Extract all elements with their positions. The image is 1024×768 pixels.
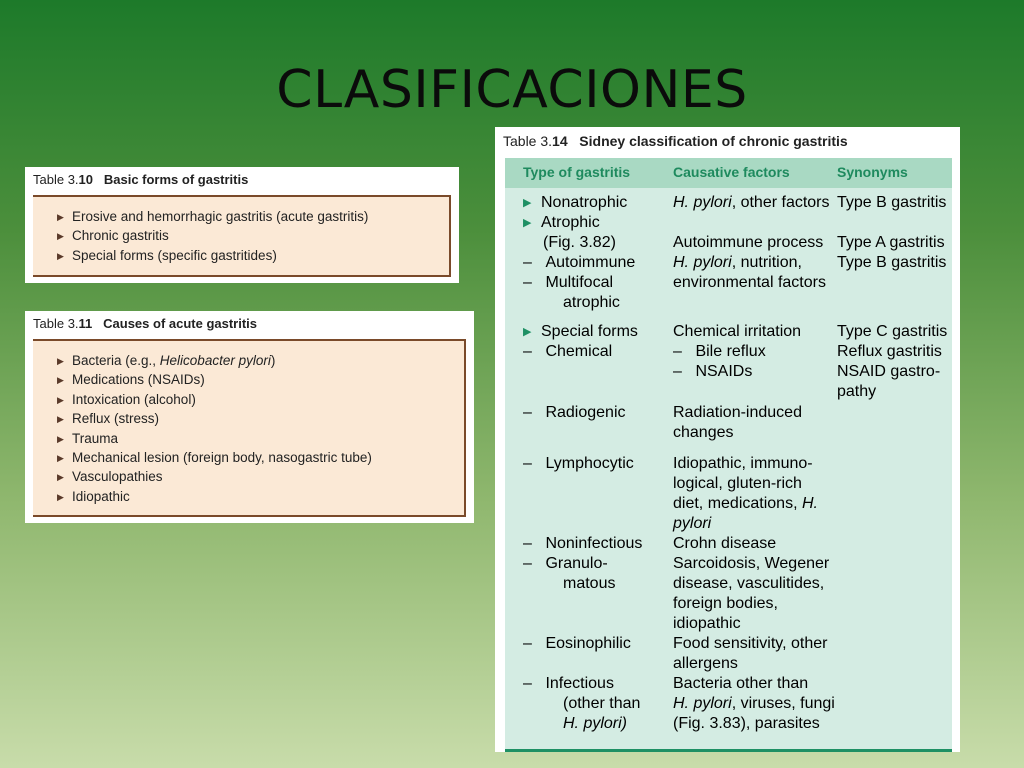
table-cell: Sarcoidosis, Wegener [673,555,830,572]
arrow-bullet-icon: ▶ [523,326,532,338]
table-3-11 [25,311,474,523]
table-cell: Radiation-induced [673,404,802,421]
table-cell: – Infectious [523,675,614,692]
table-cell: Idiopathic, immuno- [673,455,813,472]
table-3-10 [25,167,459,283]
table-cell: diet, medications, H. [673,495,818,512]
triangle-bullet-icon: ▶ [57,414,64,425]
table-body [505,156,952,752]
list-item: ▶ Reflux (stress) [57,409,464,428]
table-caption: Table 3.14 Sidney classification of chronic gastritis [503,133,848,149]
table-cell: H. pylori, other factors [673,194,830,211]
table-cell: ▶ Atrophic [523,214,600,231]
table-caption: Table 3.10 Basic forms of gastritis [33,172,249,187]
table-caption: Table 3.11 Causes of acute gastritis [33,316,258,331]
list-item: ▶ Bacteria (e.g., Helicobacter pylori) [57,351,464,370]
list-item: ▶ Chronic gastritis [57,226,449,245]
table-cell: allergens [673,655,738,672]
table-panel [33,339,466,517]
table-cell: environmental factors [673,274,826,291]
table-cell: H. pylori, viruses, fungi [673,695,835,712]
table-cell: pylori [673,515,712,532]
list-item: ▶ Idiopathic [57,487,464,506]
table-cell: atrophic [563,294,620,311]
triangle-bullet-icon: ▶ [57,452,64,463]
table-cell: H. pylori) [563,715,628,732]
table-cell: – Bile reflux [673,343,766,360]
column-header: Causative factors [673,164,790,180]
table-cell: Type C gastritis [837,323,948,340]
list-item: ▶ Mechanical lesion (foreign body, nasogastric tube) [57,448,464,467]
triangle-bullet-icon: ▶ [57,356,64,366]
table-cell: (Fig. 3.83), parasites [673,715,820,732]
arrow-bullet-icon: ▶ [523,217,532,229]
table-cell: (Fig. 3.82) [543,234,616,251]
triangle-bullet-icon: ▶ [57,472,64,483]
list-item: ▶ Medications (NSAIDs) [57,370,464,389]
triangle-bullet-icon: ▶ [57,212,64,222]
triangle-bullet-icon: ▶ [57,394,64,405]
table-cell: foreign bodies, [673,595,778,612]
table-cell: – Chemical [523,343,613,360]
table-cell: Type A gastritis [837,234,945,251]
table-cell: – NSAIDs [673,363,753,380]
table-cell: – Radiogenic [523,404,626,421]
triangle-bullet-icon: ▶ [57,231,64,242]
table-cell: disease, vasculitides, [673,575,825,592]
triangle-bullet-icon: ▶ [57,491,64,502]
list-item: ▶ Special forms (specific gastritides) [57,246,449,265]
table-cell: Type B gastritis [837,254,947,271]
table-header-row [505,156,952,188]
triangle-bullet-icon: ▶ [57,433,64,444]
table-cell: Chemical irritation [673,323,802,340]
list-item: ▶ Intoxication (alcohol) [57,390,464,409]
table-cell: Autoimmune process [673,234,824,251]
table-cell: NSAID gastro- [837,363,941,380]
triangle-bullet-icon: ▶ [57,375,64,386]
list-item: ▶ Vasculopathies [57,467,464,486]
table-cell: (other than [563,695,641,712]
table-cell: ▶ Special forms [523,323,638,340]
table-panel [33,195,451,277]
table-cell: – Autoimmune [523,254,636,271]
slide-title: CLASIFICACIONES [276,60,748,120]
table-3-14 [495,127,960,752]
table-cell: Food sensitivity, other [673,635,828,652]
table-cell: H. pylori, nutrition, [673,254,802,271]
table-cell: pathy [837,383,877,400]
table-cell: Type B gastritis [837,194,947,211]
table-cell: Bacteria other than [673,675,809,692]
column-header: Synonyms [837,164,908,180]
list-item: ▶ Erosive and hemorrhagic gastritis (acute gastritis) [57,207,449,226]
column-header: Type of gastritis [523,164,631,180]
table-cell: idiopathic [673,615,741,632]
table-cell: ▶ Nonatrophic [523,194,628,211]
table-cell: logical, gluten-rich [673,475,802,492]
list-item: ▶ Trauma [57,429,464,448]
table-cell: Crohn disease [673,535,777,552]
table-cell: – Granulo- [523,555,608,572]
table-cell: – Lymphocytic [523,455,634,472]
triangle-bullet-icon: ▶ [57,250,64,261]
table-cell: changes [673,424,734,441]
table-cell: – Multifocal [523,274,614,291]
arrow-bullet-icon: ▶ [523,197,532,209]
table-cell: – Noninfectious [523,535,643,552]
table-cell: matous [563,575,616,592]
table-cell: Reflux gastritis [837,343,942,360]
table-cell: – Eosinophilic [523,635,631,652]
